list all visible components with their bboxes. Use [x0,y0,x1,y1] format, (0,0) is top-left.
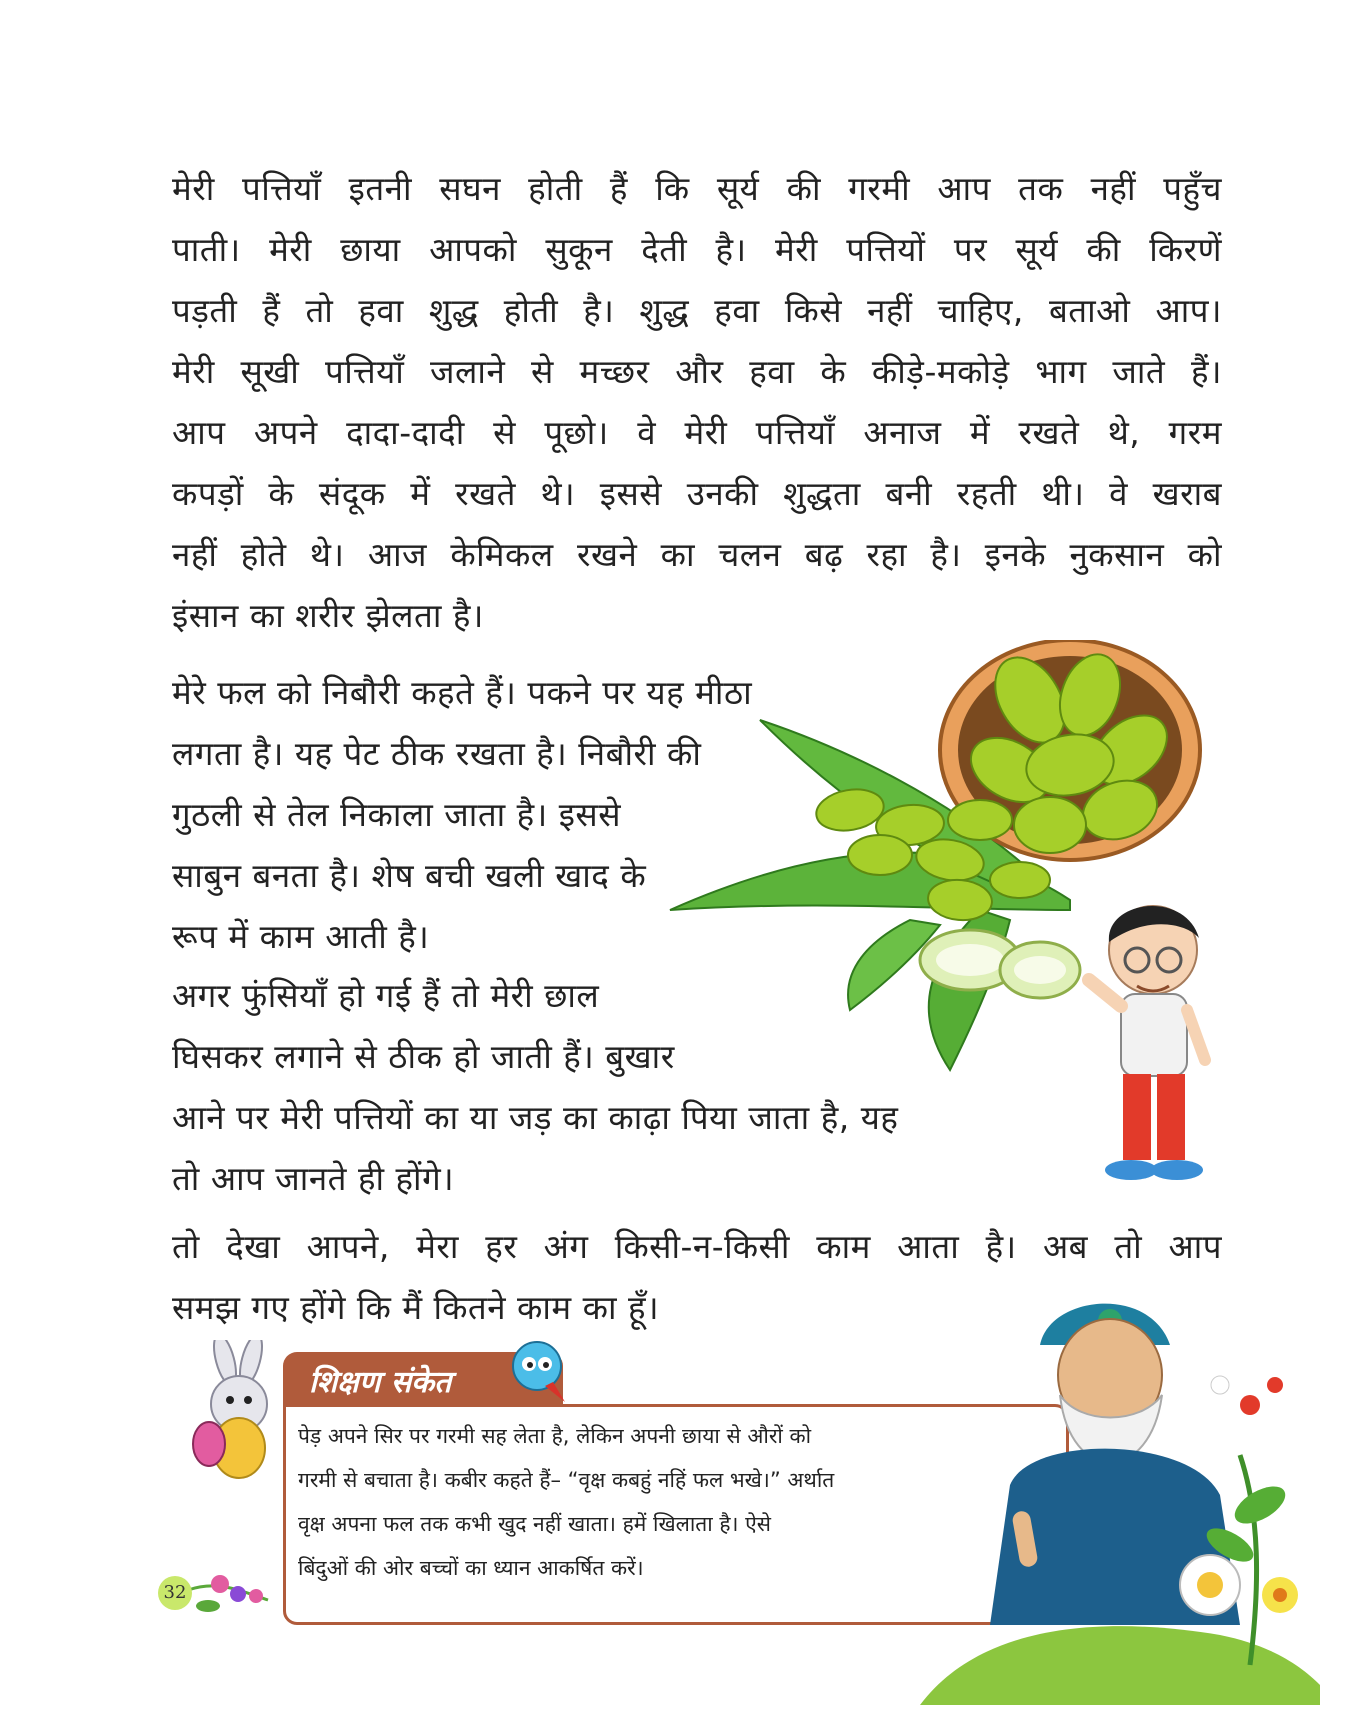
teaching-note-line: वृक्ष अपना फल तक कभी खुद नहीं खाता। हमें खिलाता है। ऐसे [298,1512,771,1536]
text-line: नहीं होते थे। आज केमिकल रखने का चलन बढ़ रहा है। इनके नुकसान को [172,535,1222,574]
teaching-note-line: बिंदुओं की ओर बच्चों का ध्यान आकर्षित करें। [298,1556,644,1580]
text-line: इंसान का शरीर झेलता है। [172,596,484,635]
teaching-note-line: पेड़ अपने सिर पर गरमी सह लेता है, लेकिन अपनी छाया से औरों को [298,1424,812,1448]
text-line: साबुन बनता है। शेष बची खली खाद के [172,856,647,895]
text-line: समझ गए होंगे कि मैं कितने काम का हूँ। [172,1288,660,1327]
teaching-note-line: गरमी से बचाता है। कबीर कहते हैं– “वृक्ष कबहुं नहिं फल भखे।” अर्थात [298,1468,835,1492]
text-line: गुठली से तेल निकाला जाता है। इससे [172,795,622,834]
paragraph-neem-leaves [172,158,1222,646]
page-number: 32 [158,1576,192,1610]
text-line: मेरे फल को निबौरी कहते हैं। पकने पर यह मीठा [172,673,753,712]
pencil-mascot-icon [505,1336,575,1406]
text-line: घिसकर लगाने से ठीक हो जाती हैं। बुखार [172,1037,675,1076]
teaching-note-text [298,1414,1018,1590]
text-line: लगता है। यह पेट ठीक रखता है। निबौरी की [172,734,702,773]
text-line: आने पर मेरी पत्तियों का या जड़ का काढ़ा पिया जाता है, यह [172,1098,899,1137]
text-line: पाती। मेरी छाया आपको सुकून देती है। मेरी पत्तियों पर सूर्य की किरणें [172,230,1222,269]
text-line: तो आप जानते ही होंगे। [172,1159,455,1198]
boy-character-illustration [1075,890,1225,1190]
teaching-note-heading: शिक्षण संकेत [309,1365,452,1400]
text-line: रूप में काम आती है। [172,917,430,956]
text-line: अगर फुंसियाँ हो गई हैं तो मेरी छाल [172,976,600,1015]
text-line: कपड़ों के संदूक में रखते थे। इससे उनकी शुद्धता बनी रहती थी। वे खराब [172,474,1222,513]
text-line: मेरी पत्तियाँ इतनी सघन होती हैं कि सूर्य की गरमी आप तक नहीं पहुँच [172,169,1222,208]
kabir-illustration [920,1285,1320,1705]
text-line: पड़ती हैं तो हवा शुद्ध होती है। शुद्ध हवा किसे नहीं चाहिए, बताओ आप। [172,291,1222,330]
text-line: आप अपने दादा-दादी से पूछो। वे मेरी पत्तियाँ अनाज में रखते थे, गरम [172,413,1222,452]
bunny-character-illustration [185,1340,295,1490]
text-line: तो देखा आपने, मेरा हर अंग किसी-न-किसी काम आता है। अब तो आप [172,1227,1222,1266]
text-line: मेरी सूखी पत्तियाँ जलाने से मच्छर और हवा के कीड़े-मकोड़े भाग जाते हैं। [172,352,1222,391]
